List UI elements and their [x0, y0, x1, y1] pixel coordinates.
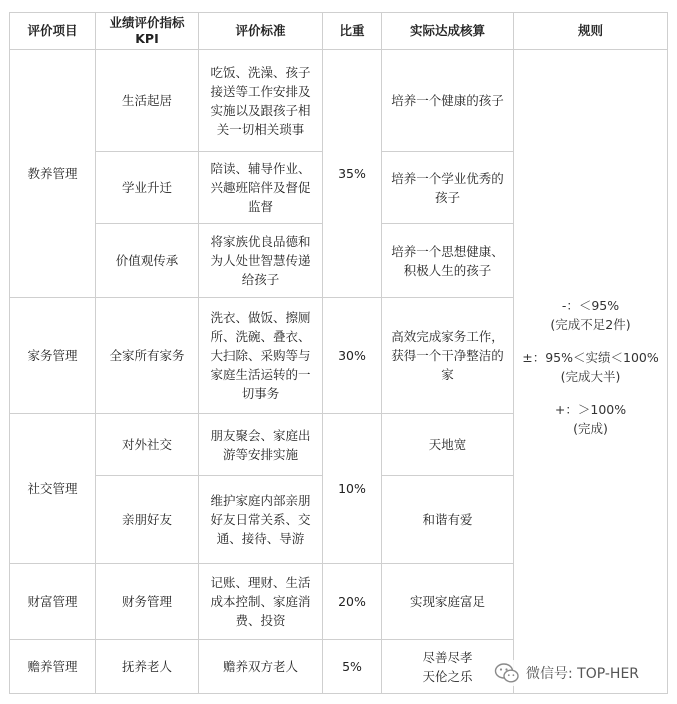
weight-jiawu: 30%: [323, 298, 382, 414]
result-cell: 培养一个思想健康、积极人生的孩子: [382, 224, 514, 298]
kpi-cell: 亲朋好友: [96, 476, 199, 564]
result-cell: 培养一个健康的孩子: [382, 50, 514, 152]
category-shejiao: 社交管理: [10, 414, 96, 564]
rule-item: [520, 400, 661, 438]
header-kpi-text: 业绩评价指标 KPI: [109, 15, 185, 46]
standard-cell: 吃饭、洗澡、孩子接送等工作安排及实施以及跟孩子相关一切相关琐事: [199, 50, 323, 152]
weight-jiaoyang: 35%: [323, 50, 382, 298]
wechat-icon: [494, 662, 520, 684]
result-cell: 天地宽: [382, 414, 514, 476]
watermark-text: 微信号: TOP-HER: [526, 666, 640, 682]
result-cell: 实现家庭富足: [382, 564, 514, 640]
header-category: 评价项目: [10, 13, 96, 50]
header-result: 实际达成核算: [382, 13, 514, 50]
rule-sub: (完成大半): [560, 368, 621, 384]
standard-cell: 赡养双方老人: [199, 640, 323, 694]
rule-line: ±：95%＜实绩＜100%: [522, 349, 659, 365]
weight-shejiao: 10%: [323, 414, 382, 564]
standard-cell: 将家族优良品德和为人处世智慧传递给孩子: [199, 224, 323, 298]
kpi-cell: 生活起居: [96, 50, 199, 152]
result-cell: 和谐有爱: [382, 476, 514, 564]
category-shanyang: 赡养管理: [10, 640, 96, 694]
rule-line: +：＞100%: [554, 401, 627, 417]
category-jiawu: 家务管理: [10, 298, 96, 414]
watermark: [492, 660, 641, 686]
standard-cell: 维护家庭内部亲朋好友日常关系、交通、接待、导游: [199, 476, 323, 564]
kpi-cell: 抚养老人: [96, 640, 199, 694]
weight-shanyang: 5%: [323, 640, 382, 694]
kpi-cell: 价值观传承: [96, 224, 199, 298]
standard-cell: 陪读、辅导作业、兴趣班陪伴及督促监督: [199, 152, 323, 224]
category-jiaoyang: 教养管理: [10, 50, 96, 298]
kpi-cell: 学业升迁: [96, 152, 199, 224]
standard-cell: 洗衣、做饭、擦厕所、洗碗、叠衣、大扫除、采购等与家庭生活运转的一切事务: [199, 298, 323, 414]
weight-caifu: 20%: [323, 564, 382, 640]
kpi-cell: 全家所有家务: [96, 298, 199, 414]
rules-cell: [514, 50, 668, 694]
rule-item: [520, 296, 661, 334]
result-cell: 高效完成家务工作，获得一个干净整洁的家: [382, 298, 514, 414]
header-standard: 评价标准: [199, 13, 323, 50]
kpi-cell: 财务管理: [96, 564, 199, 640]
standard-cell: 记账、理财、生活成本控制、家庭消费、投资: [199, 564, 323, 640]
header-row: [10, 13, 668, 50]
result-cell: 培养一个学业优秀的孩子: [382, 152, 514, 224]
rule-sub: (完成): [573, 420, 608, 436]
standard-cell: 朋友聚会、家庭出游等安排实施: [199, 414, 323, 476]
rule-sub: (完成不足2件): [550, 316, 631, 332]
kpi-cell: 对外社交: [96, 414, 199, 476]
kpi-table: [9, 12, 668, 694]
rule-line: -：＜95%: [561, 297, 620, 313]
header-rules: 规则: [514, 13, 668, 50]
header-weight: 比重: [323, 13, 382, 50]
category-caifu: 财富管理: [10, 564, 96, 640]
header-kpi: [96, 13, 199, 50]
result-text: 尽善尽孝 天伦之乐: [422, 649, 473, 684]
rule-item: [520, 348, 661, 386]
table-row: [10, 50, 668, 152]
